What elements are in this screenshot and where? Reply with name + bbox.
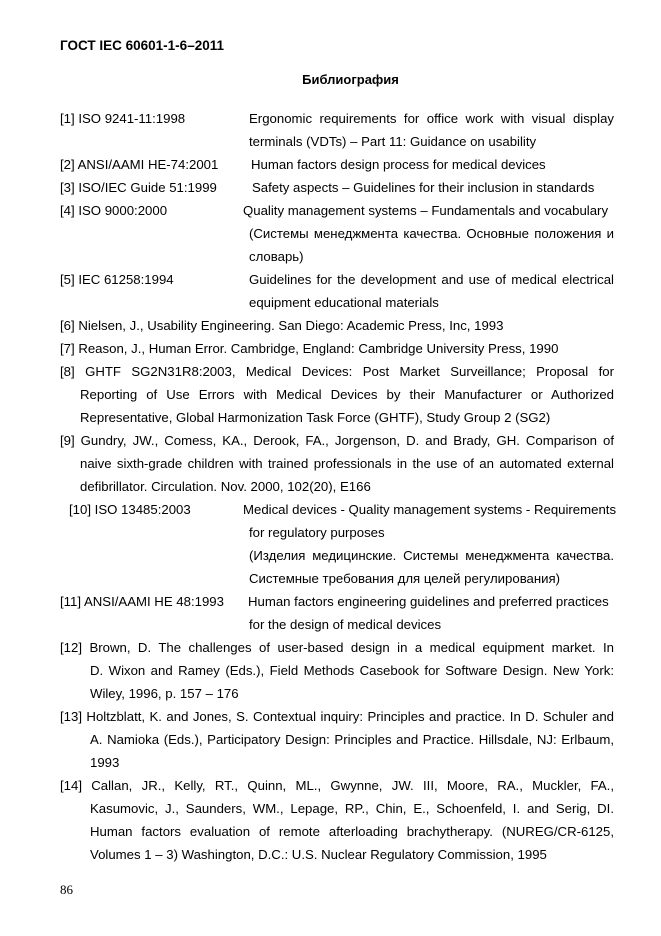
ref-14-line-2: Kasumovic, J., Saunders, WM., Lepage, RP., Chin, E., Schoenfeld, I. and Serig, DI. <box>90 801 614 816</box>
ref-6: [6] Nielsen, J., Usability Engineering. San Diego: Academic Press, Inc, 1993 <box>60 318 504 333</box>
page-title: Библиография <box>302 72 399 87</box>
ref-12-line-2: D. Wixon and Ramey (Eds.), Field Methods Casebook for Software Design. New York: <box>90 663 614 678</box>
ref-12-line-3: Wiley, 1996, p. 157 – 176 <box>90 686 239 701</box>
ref-11-line-2: for the design of medical devices <box>249 617 442 632</box>
ref-12-line-1: [12] Brown, D. The challenges of user-based design in a medical equipment market. In <box>60 640 614 655</box>
ref-5-line-2: equipment educational materials <box>249 295 439 310</box>
ref-13-line-2: A. Namioka (Eds.), Participatory Design: Principles and Practice. Hillsdale, NJ: Erlbaum, <box>90 732 614 747</box>
ref-1-line-1: Ergonomic requirements for office work with visual display <box>249 111 614 126</box>
ref-3-line-1: Safety aspects – Guidelines for their inclusion in standards <box>252 180 595 195</box>
ref-10-line-2: for regulatory purposes <box>249 525 385 540</box>
ref-7: [7] Reason, J., Human Error. Cambridge, England: Cambridge University Press, 1990 <box>60 341 559 356</box>
ref-13-line-1: [13] Holtzblatt, K. and Jones, S. Contextual inquiry: Principles and practice. In D. Schuler and <box>60 709 614 724</box>
ref-1-line-2: terminals (VDTs) – Part 11: Guidance on usability <box>249 134 537 149</box>
ref-10-line-3: (Изделия медицинские. Системы менеджмента качества. <box>249 548 614 563</box>
ref-10-line-1: Medical devices - Quality management systems - Requirements <box>243 502 617 517</box>
ref-9-line-2: naive sixth-grade children with trained professionals in the use of an automated external <box>80 456 614 471</box>
ref-2-label: [2] ANSI/AAMI HE-74:2001 <box>60 157 219 172</box>
ref-11-label: [11] ANSI/AAMI HE 48:1993 <box>60 594 224 609</box>
ref-14-line-4: Volumes 1 – 3) Washington, D.C.: U.S. Nuclear Regulatory Commission, 1995 <box>90 847 547 862</box>
ref-8-line-3: Representative, Global Harmonization Task Force (GHTF), Study Group 2 (SG2) <box>80 410 551 425</box>
ref-3-label: [3] ISO/IEC Guide 51:1999 <box>60 180 217 195</box>
ref-4-label: [4] ISO 9000:2000 <box>60 203 168 218</box>
ref-8-line-2: Reporting of Use Errors with Medical Devices by their Manufacturer or Authorized <box>80 387 614 402</box>
ref-5-line-1: Guidelines for the development and use of medical electrical <box>249 272 614 287</box>
ref-10-label: [10] ISO 13485:2003 <box>69 502 191 517</box>
ref-4-line-3: словарь) <box>249 249 304 264</box>
document-header: ГОСТ IEC 60601-1-6–2011 <box>60 38 224 53</box>
ref-11-line-1: Human factors engineering guidelines and preferred practices <box>248 594 609 609</box>
ref-4-line-2: (Системы менеджмента качества. Основные положения и <box>249 226 614 241</box>
ref-1-label: [1] ISO 9241-11:1998 <box>60 111 186 126</box>
ref-9-line-1: [9] Gundry, JW., Comess, KA., Derook, FA., Jorgenson, D. and Brady, GH. Comparison of <box>60 433 614 448</box>
ref-5-label: [5] IEC 61258:1994 <box>60 272 174 287</box>
page-number: 86 <box>60 882 73 897</box>
ref-8-line-1: [8] GHTF SG2N31R8:2003, Medical Devices: Post Market Surveillance; Proposal for <box>60 364 614 379</box>
ref-10-line-4: Системные требования для целей регулирования) <box>249 571 561 586</box>
ref-13-line-3: 1993 <box>90 755 120 770</box>
ref-14-line-1: [14] Callan, JR., Kelly, RT., Quinn, ML., Gwynne, JW. III, Moore, RA., Muckler, FA., <box>60 778 614 793</box>
ref-14-line-3: Human factors evaluation of remote afterloading brachytherapy. (NUREG/CR-6125, <box>90 824 614 839</box>
ref-4-line-1: Quality management systems – Fundamentals and vocabulary <box>243 203 609 218</box>
ref-2-line-1: Human factors design process for medical devices <box>251 157 546 172</box>
ref-9-line-3: defibrillator. Circulation. Nov. 2000, 102(20), E166 <box>80 479 371 494</box>
